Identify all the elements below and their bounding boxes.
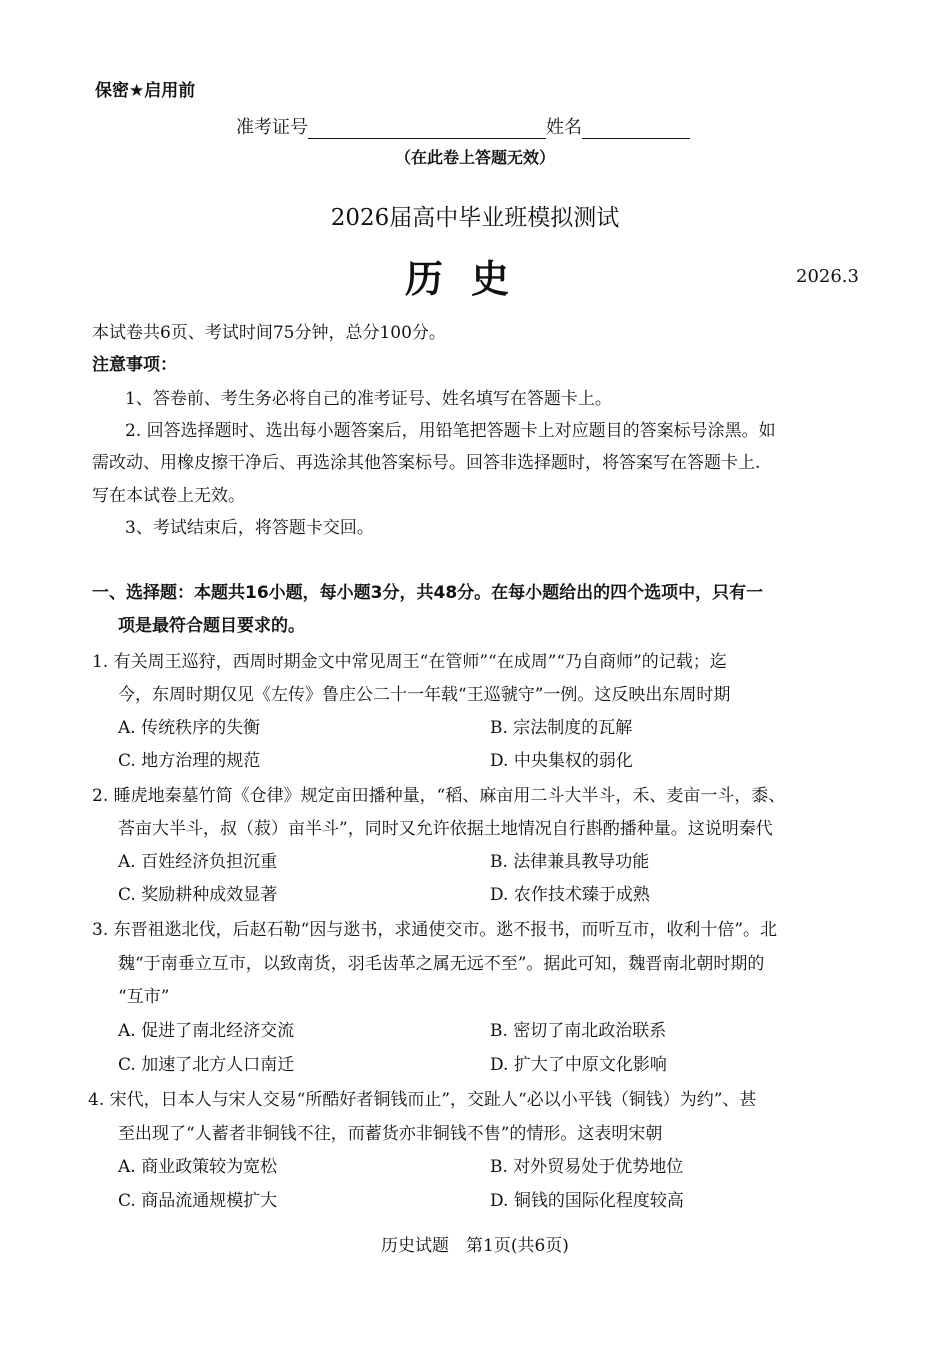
notice-title: 注意事项： [92, 355, 177, 375]
question-stem: 荅亩大半斗，叔（菽）亩半斗”，同时又允许依据土地情况自行斟酌播种量。这说明秦代 [118, 819, 773, 839]
option-b: B. 宗法制度的瓦解 [490, 718, 633, 738]
option-d: D. 中央集权的弱化 [490, 751, 633, 771]
question-stem: 2. 睡虎地秦墓竹简《仓律》规定亩田播种量，“稻、麻亩用二斗大半斗，禾、麦亩一斗，黍、 [92, 786, 786, 806]
section-heading-cont: 项是最符合题目要求的。 [118, 616, 305, 636]
option-d: D. 扩大了中原文化影响 [490, 1055, 667, 1075]
option-d: D. 农作技术臻于成熟 [490, 885, 650, 905]
question-stem: “互市” [118, 987, 170, 1007]
question-stem: 1. 有关周王巡狩，西周时期金文中常见周王“在管师”“在成周”“乃自商师”的记载；迄 [92, 652, 727, 672]
name-label: 姓名 [546, 117, 582, 138]
intro-text: 本试卷共6页、考试时间75分钟，总分100分。 [92, 323, 446, 343]
exam-id-label: 准考证号 [236, 117, 308, 138]
exam-title: 2026届高中毕业班模拟测试 [330, 205, 620, 231]
option-c: C. 商品流通规模扩大 [118, 1191, 278, 1211]
question-stem: 今，东周时期仅见《左传》鲁庄公二十一年载“王巡虢守”一例。这反映出东周时期 [118, 685, 731, 705]
subject-title: 历史 [405, 256, 538, 301]
option-a: A. 商业政策较为宽松 [118, 1157, 278, 1177]
candidate-info-line [236, 113, 690, 139]
option-c: C. 奖励耕种成效显著 [118, 885, 278, 905]
notice-item: 2. 回答选择题时、选出每小题答案后，用铅笔把答题卡上对应题目的答案标号涂黑。如 [125, 421, 776, 441]
option-c: C. 地方治理的规范 [118, 751, 261, 771]
name-blank [582, 120, 690, 139]
section-heading: 一、选择题：本题共16小题，每小题3分，共48分。在每小题给出的四个选项中，只有一 [92, 583, 764, 603]
option-b: B. 密切了南北政治联系 [490, 1021, 667, 1041]
option-d: D. 铜钱的国际化程度较高 [490, 1191, 684, 1211]
question-stem: 4. 宋代，日本人与宋人交易“所酷好者铜钱而止”，交趾人“必以小平钱（铜钱）为约”、甚 [88, 1090, 757, 1110]
exam-date: 2026.3 [796, 266, 859, 287]
invalid-note: （在此卷上答题无效） [394, 148, 555, 167]
confidential-mark: 保密★启用前 [95, 81, 196, 101]
question-stem: 魏“于南垂立互市，以致南货，羽毛齿革之属无远不至”。据此可知，魏晋南北朝时期的 [118, 954, 765, 974]
exam-id-blank [308, 120, 546, 139]
option-a: A. 百姓经济负担沉重 [118, 852, 278, 872]
page-footer: 历史试题 第1页(共6页) [381, 1236, 569, 1256]
option-a: A. 传统秩序的失衡 [118, 718, 261, 738]
notice-item: 写在本试卷上无效。 [92, 486, 245, 506]
option-a: A. 促进了南北经济交流 [118, 1021, 295, 1041]
option-c: C. 加速了北方人口南迁 [118, 1055, 295, 1075]
notice-item: 需改动、用橡皮擦干净后、再选涂其他答案标号。回答非选择题时，将答案写在答题卡上. [92, 453, 761, 473]
option-b: B. 对外贸易处于优势地位 [490, 1157, 684, 1177]
question-stem: 3. 东晋祖逖北伐，后赵石勒“因与逖书，求通使交市。逖不报书，而听互市，收利十倍”。北 [92, 920, 778, 940]
question-stem: 至出现了“人蓄者非铜钱不往，而蓄货亦非铜钱不售”的情形。这表明宋朝 [118, 1124, 663, 1144]
notice-item: 3、考试结束后，将答题卡交回。 [125, 518, 374, 538]
notice-item: 1、答卷前、考生务必将自己的准考证号、姓名填写在答题卡上。 [125, 389, 612, 409]
option-b: B. 法律兼具教导功能 [490, 852, 650, 872]
